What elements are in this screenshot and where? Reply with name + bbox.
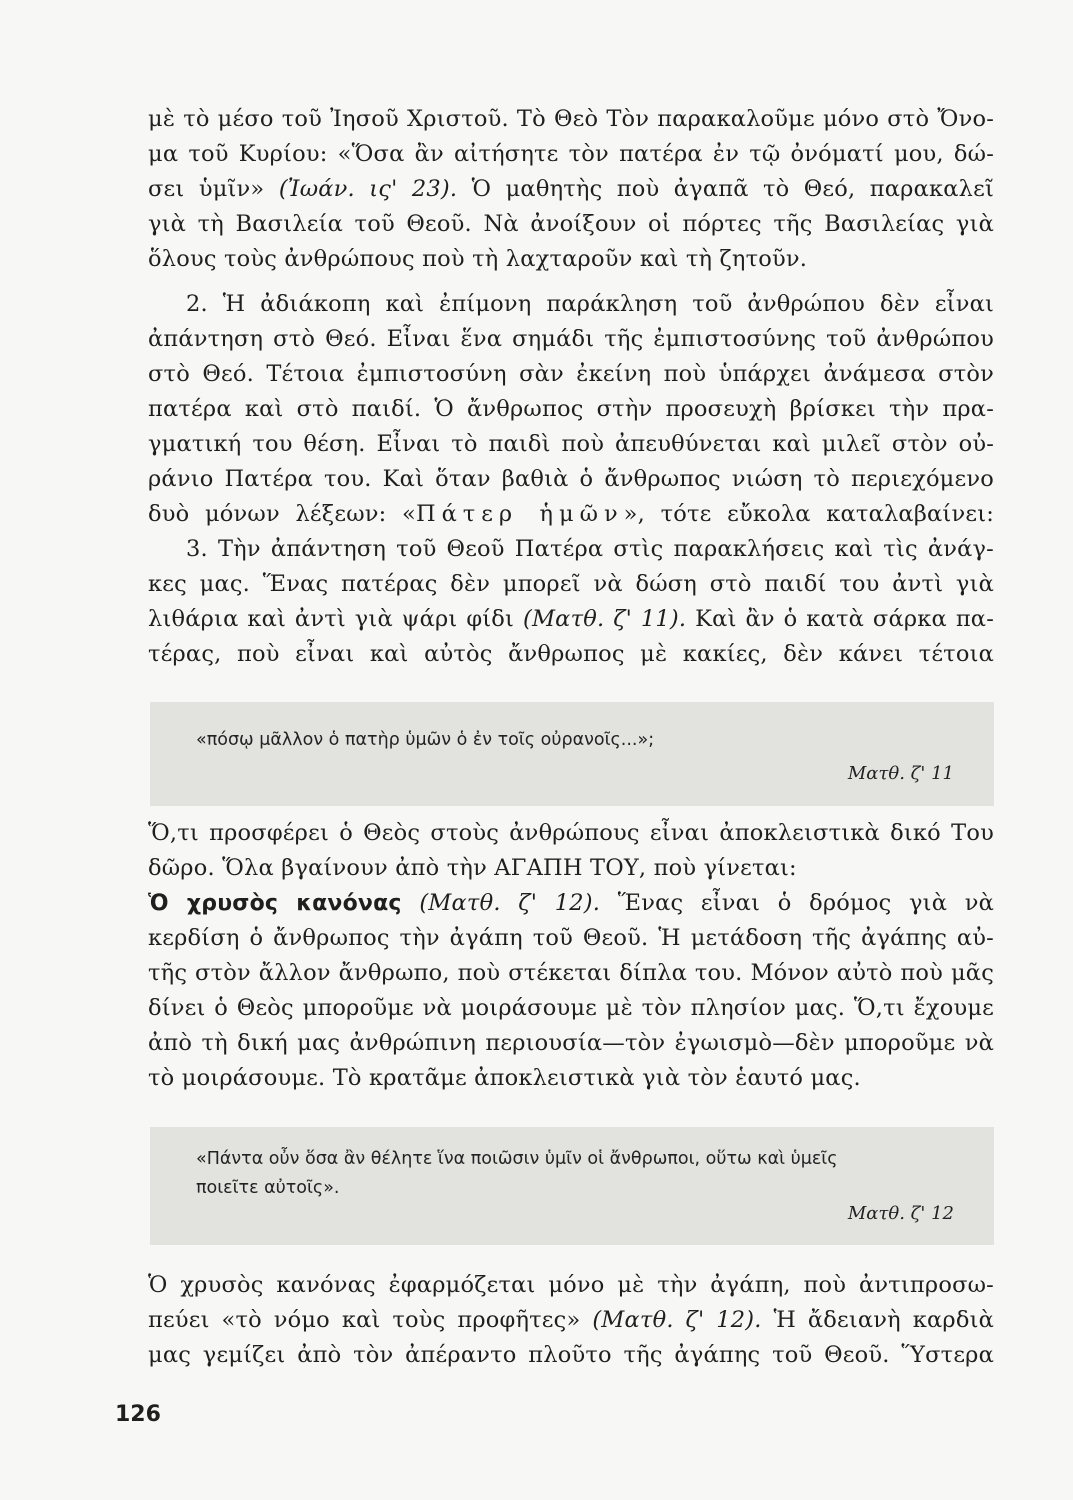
quote-box-1 [150, 702, 994, 806]
inline-heading: Ὁ χρυσὸς κανόνας [148, 891, 402, 916]
spaced-phrase: Πάτερ ἡμῶν [415, 501, 624, 527]
text-line: μας γεμίζει ἀπὸ τὸν ἀπέραντο πλοῦτο τῆς ἀγάπης τοῦ Θεοῦ. Ὕστερα [148, 1342, 994, 1368]
quote-text: «Πάντα οὖν ὅσα ἂν θέλητε ἵνα ποιῶσιν ὑμῖν οἱ ἄνθρωποι, οὕτω καὶ ὑμεῖς [196, 1149, 838, 1169]
text-line: δίνει ὁ Θεὸς μποροῦμε νὰ μοιράσουμε μὲ τὸν πλησίον μας. Ὅ,τι ἔχουμε [148, 995, 994, 1021]
text-line: τὸ μοιράσουμε. Τὸ κρατᾶμε ἀποκλειστικὰ γιὰ τὸν ἑαυτό μας. [148, 1065, 861, 1091]
text-line [148, 172, 994, 207]
text-line: Ὅ,τι προσφέρει ὁ Θεὸς στοὺς ἀνθρώπους εἶναι ἀποκλειστικὰ δικό Του [148, 820, 994, 846]
paragraph-2 [148, 287, 994, 532]
text-line [148, 602, 994, 637]
quote-box-2 [150, 1127, 994, 1245]
text-line: μὲ τὸ μέσο τοῦ Ἰησοῦ Χριστοῦ. Τὸ Θεὸ Τὸν παρακαλοῦμε μόνο στὸ Ὄνο- [148, 106, 994, 132]
quote-text: ποιεῖτε αὐτοῖς». [196, 1178, 340, 1198]
text-segment: λιθάρια καὶ ἀντὶ γιὰ ψάρι φίδι [148, 606, 523, 632]
text-segment: Ἕνας εἶναι ὁ δρόμος γιὰ νὰ [600, 890, 994, 916]
bible-reference: (Ματθ. ζ' 12). [592, 1307, 762, 1333]
quote-text: «πόσῳ μᾶλλον ὁ πατὴρ ὑμῶν ὁ ἐν τοῖς οὐρανοῖς...»; [196, 730, 655, 750]
text-line: 2. Ἡ ἀδιάκοπη καὶ ἐπίμονη παράκληση τοῦ ἀνθρώπου δὲν εἶναι [186, 291, 994, 317]
text-line: ὅλους τοὺς ἀνθρώπους ποὺ τὴ λαχταροῦν καὶ τὴ ζητοῦν. [148, 246, 808, 272]
paragraph-1 [148, 102, 994, 277]
text-line [148, 497, 994, 532]
text-line: τέρας, ποὺ εἶναι καὶ αὐτὸς ἄνθρωπος μὲ κακίες, δὲν κάνει τέτοια [148, 641, 994, 667]
text-line: κερδίση ὁ ἄνθρωπος τὴν ἀγάπη τοῦ Θεοῦ. Ἡ μετάδοση τῆς ἀγάπης αὐ- [148, 925, 994, 951]
text-line: πατέρα καὶ στὸ παιδί. Ὁ ἄνθρωπος στὴν προσευχὴ βρίσκει τὴν πρα- [148, 396, 994, 422]
text-line: ράνιο Πατέρα του. Καὶ ὅταν βαθιὰ ὁ ἄνθρωπος νιώση τὸ περιεχόμενο [148, 466, 994, 492]
quote-reference: Ματθ. ζ' 11 [847, 763, 954, 784]
text-line: ἀπὸ τὴ δική μας ἀνθρώπινη περιουσία—τὸν ἐγωισμὸ—δὲν μποροῦμε νὰ [148, 1030, 994, 1056]
text-segment: δυὸ μόνων λέξεων: « [148, 501, 416, 527]
text-line: γιὰ τὴ Βασιλεία τοῦ Θεοῦ. Νὰ ἀνοίξουν οἱ πόρτες τῆς Βασιλείας γιὰ [148, 211, 994, 237]
text-segment: σει ὑμῖν» [148, 176, 279, 202]
text-line: στὸ Θεό. Τέτοια ἐμπιστοσύνη σὰν ἐκείνη ποὺ ὑπάρχει ἀνάμεσα στὸν [148, 361, 994, 387]
text-segment: Ἡ ἄδειανὴ καρδιὰ [761, 1307, 994, 1333]
text-line [148, 1303, 994, 1338]
paragraph-3 [148, 532, 994, 672]
text-segment: Ὁ μαθητὴς ποὺ ἀγαπᾶ τὸ Θεό, παρακαλεῖ [457, 176, 994, 202]
text-line: ἀπάντηση στὸ Θεό. Εἶναι ἕνα σημάδι τῆς ἐμπιστοσύνης τοῦ ἀνθρώπου [148, 326, 994, 352]
bible-reference: (Ἰωάν. ις' 23). [278, 176, 458, 202]
text-line: Ὁ χρυσὸς κανόνας ἐφαρμόζεται μόνο μὲ τὴν ἀγάπη, ποὺ ἀντιπροσω- [148, 1272, 994, 1298]
text-line: 3. Τὴν ἀπάντηση τοῦ Θεοῦ Πατέρα στὶς παρακλήσεις καὶ τὶς ἀνάγ- [186, 536, 994, 562]
text-line [148, 886, 994, 921]
quote-reference: Ματθ. ζ' 12 [847, 1203, 954, 1224]
page-number: 126 [115, 1402, 161, 1427]
bible-reference: (Ματθ. ζ' 12). [401, 890, 601, 916]
text-line: δῶρο. Ὅλα βγαίνουν ἀπὸ τὴν ΑΓΑΠΗ ΤΟΥ, ποὺ γίνεται: [148, 855, 797, 881]
text-segment: », τότε εὔκολα καταλαβαίνει: [623, 501, 994, 527]
text-segment: Καὶ ἂν ὁ κατὰ σάρκα πα- [686, 606, 994, 632]
text-line: τῆς στὸν ἄλλον ἄνθρωπο, ποὺ στέκεται δίπλα του. Μόνον αὐτὸ ποὺ μᾶς [148, 960, 994, 986]
text-line: γματική του θέση. Εἶναι τὸ παιδὶ ποὺ ἀπευθύνεται καὶ μιλεῖ στὸν οὐ- [148, 431, 994, 457]
text-segment: πεύει «τὸ νόμο καὶ τοὺς προφῆτες» [148, 1307, 593, 1333]
paragraph-5 [148, 1268, 994, 1373]
text-line: μα τοῦ Κυρίου: «Ὅσα ἂν αἰτήσητε τὸν πατέρα ἐν τῷ ὀνόματί μου, δώ- [148, 141, 994, 167]
text-line: κες μας. Ἕνας πατέρας δὲν μπορεῖ νὰ δώση στὸ παιδί του ἀντὶ γιὰ [148, 571, 994, 597]
paragraph-4 [148, 816, 994, 1096]
bible-reference: (Ματθ. ζ' 11). [522, 606, 687, 632]
